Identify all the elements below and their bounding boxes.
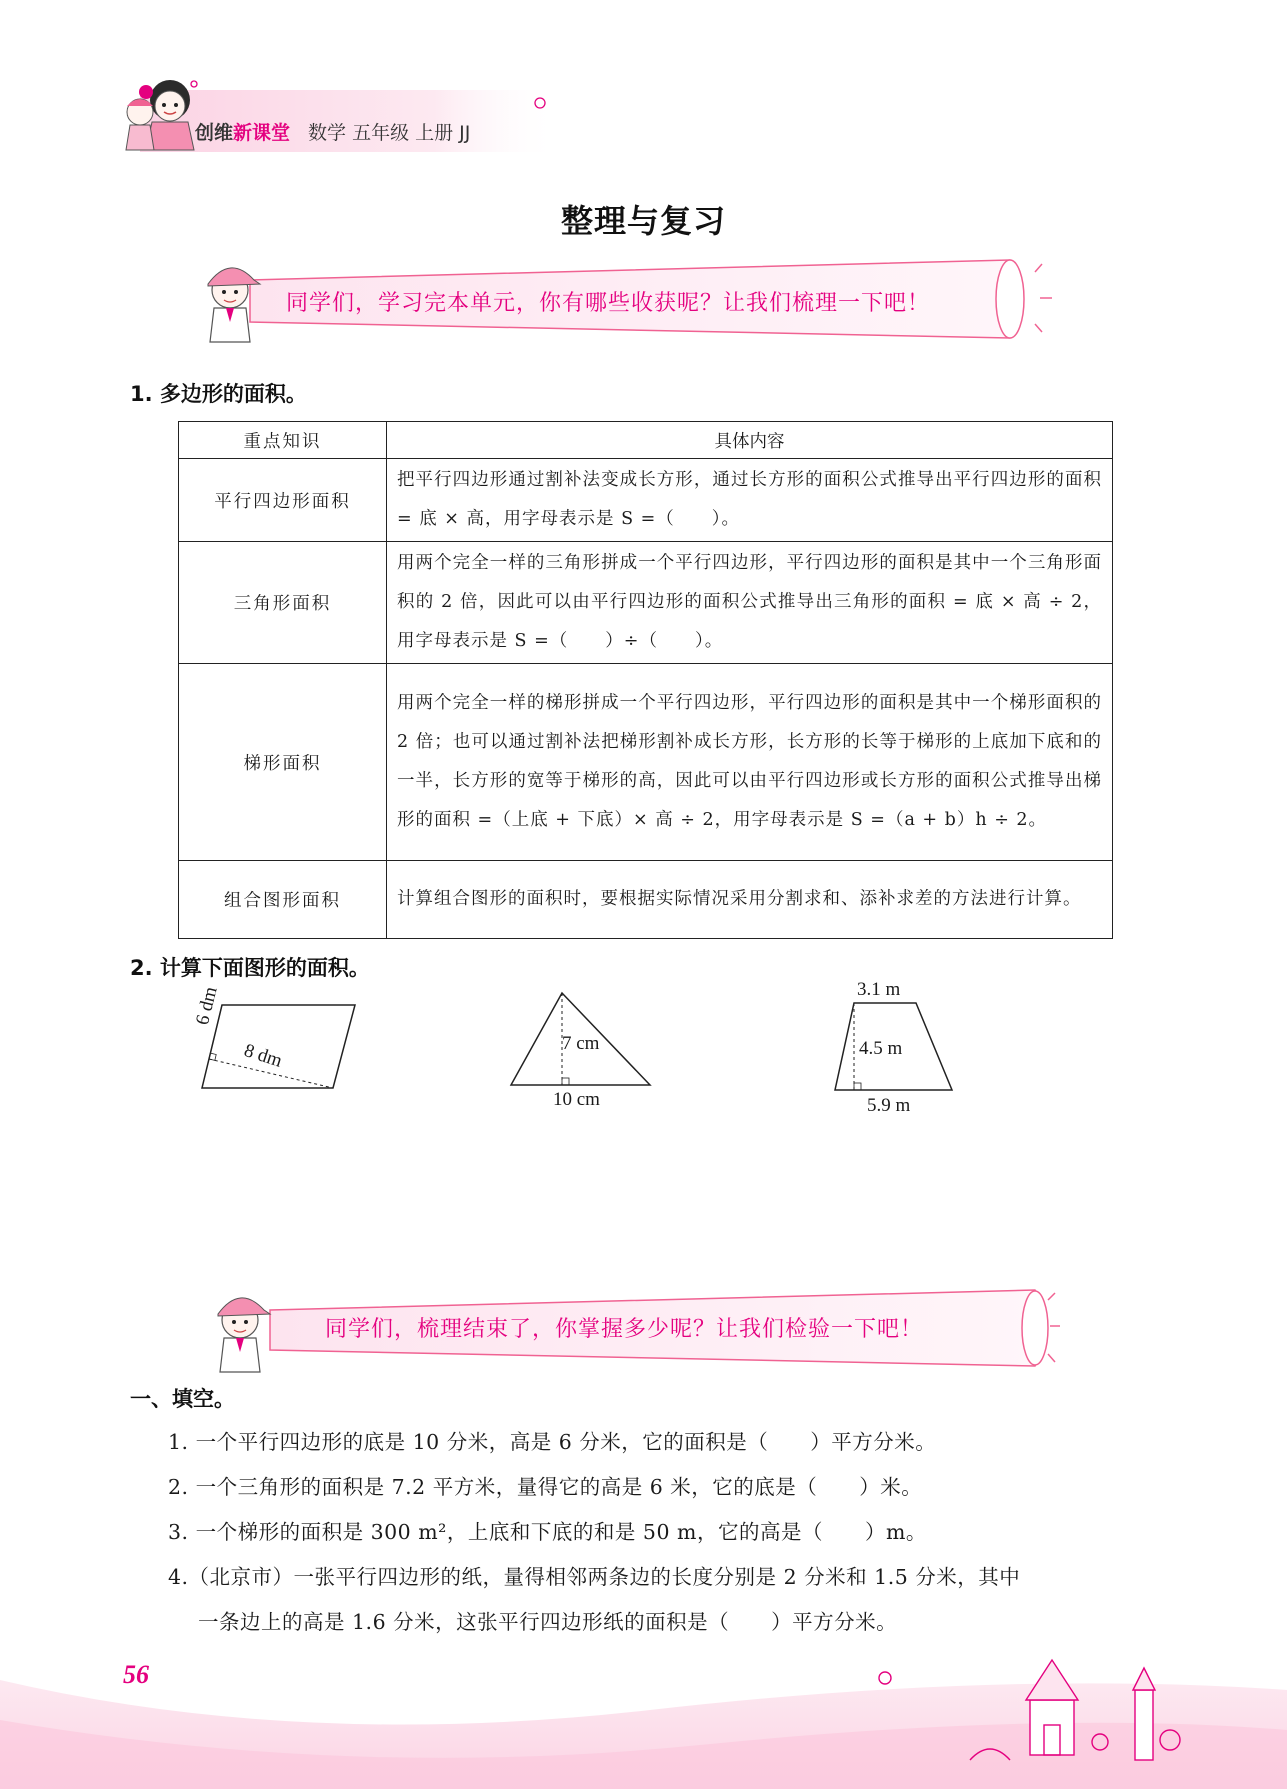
table-header-topic: 重点知识 [179, 422, 387, 459]
mascot-boy-small-icon [126, 99, 154, 150]
book-subtitle: 数学 五年级 上册 JJ [308, 122, 471, 144]
table-row [179, 664, 1113, 861]
bubble-2-text: 同学们，梳理结束了，你掌握多少呢？让我们检验一下吧！ [325, 1317, 924, 1342]
table-cell-content: 计算组合图形的面积时，要根据实际情况采用分割求和、添补求差的方法进行计算。 [387, 861, 1113, 939]
table-row [179, 542, 1113, 664]
header-band [0, 0, 1287, 160]
header-title [195, 118, 470, 145]
table-cell-content: 用两个完全一样的梯形拼成一个平行四边形，平行四边形的面积是其中一个梯形面积的 2 倍；也可以通过割补法把梯形割补成长方形，长方形的长等于梯形的上底加下底和的一半，长方形的宽等于梯形的高，因此可以由平行四边形或长方形的面积公式推导出梯形的面积 =（上底 + 下底）× 高 ÷ 2，用字母表示是 S =（a + b）h ÷ 2。 [387, 664, 1113, 861]
section-2-title: 2. 计算下面图形的面积。 [130, 956, 370, 980]
question-1: 1. 一个平行四边形的底是 10 分米，高是 6 分米，它的面积是（ ）平方分米。 [168, 1430, 937, 1454]
trapezoid-height-label: 4.5 m [859, 1038, 903, 1059]
knowledge-table [178, 421, 1113, 939]
table-row [179, 459, 1113, 542]
brand-prefix: 创维 [195, 122, 234, 144]
triangle-height-label: 7 cm [562, 1033, 600, 1054]
brand-highlight: 新课堂 [233, 122, 291, 144]
trapezoid-top-label: 3.1 m [857, 979, 901, 1000]
table-row [179, 861, 1113, 939]
parallelogram-side-label: 6 dm [192, 984, 222, 1028]
question-3: 3. 一个梯形的面积是 300 m²，上底和下底的和是 50 m，它的高是（ ）m。 [168, 1520, 927, 1544]
table-cell-content: 把平行四边形通过割补法变成长方形，通过长方形的面积公式推导出平行四边形的面积 = 底 × 高，用字母表示是 S =（ ）。 [387, 459, 1113, 542]
question-2: 2. 一个三角形的面积是 7.2 平方米，量得它的高是 6 米，它的底是（ ）米。 [168, 1475, 923, 1499]
footer-wave [0, 1630, 1287, 1789]
table-cell-topic: 平行四边形面积 [179, 459, 387, 542]
question-4-line-2: 一条边上的高是 1.6 分米，这张平行四边形纸的面积是（ ）平方分米。 [198, 1610, 898, 1634]
table-cell-topic: 梯形面积 [179, 664, 387, 861]
section-3-title: 一、填空。 [130, 1387, 235, 1411]
table-cell-topic: 三角形面积 [179, 542, 387, 664]
table-cell-content: 用两个完全一样的三角形拼成一个平行四边形，平行四边形的面积是其中一个三角形面积的 2 倍，因此可以由平行四边形的面积公式推导出三角形的面积 = 底 × 高 ÷ 2，用字母表示是 S =（ ）÷（ ）。 [387, 542, 1113, 664]
question-4-line-1: 4.（北京市）一张平行四边形的纸，量得相邻两条边的长度分别是 2 分米和 1.5 分米，其中 [168, 1565, 1021, 1589]
page-title: 整理与复习 [560, 202, 726, 240]
table-header-row [179, 422, 1113, 459]
trapezoid-bottom-label: 5.9 m [867, 1095, 911, 1116]
table-cell-topic: 组合图形面积 [179, 861, 387, 939]
section-1-title: 1. 多边形的面积。 [130, 382, 307, 406]
page-number: 56 [123, 1660, 149, 1689]
parallelogram-height-label: 8 dm [241, 1040, 285, 1072]
mascot-boy-icon [218, 1298, 270, 1372]
table-header-content: 具体内容 [387, 422, 1113, 459]
triangle-base-label: 10 cm [553, 1089, 600, 1110]
brand-name [195, 122, 290, 144]
bubble-1-text: 同学们，学习完本单元，你有哪些收获呢？让我们梳理一下吧！ [286, 291, 931, 316]
